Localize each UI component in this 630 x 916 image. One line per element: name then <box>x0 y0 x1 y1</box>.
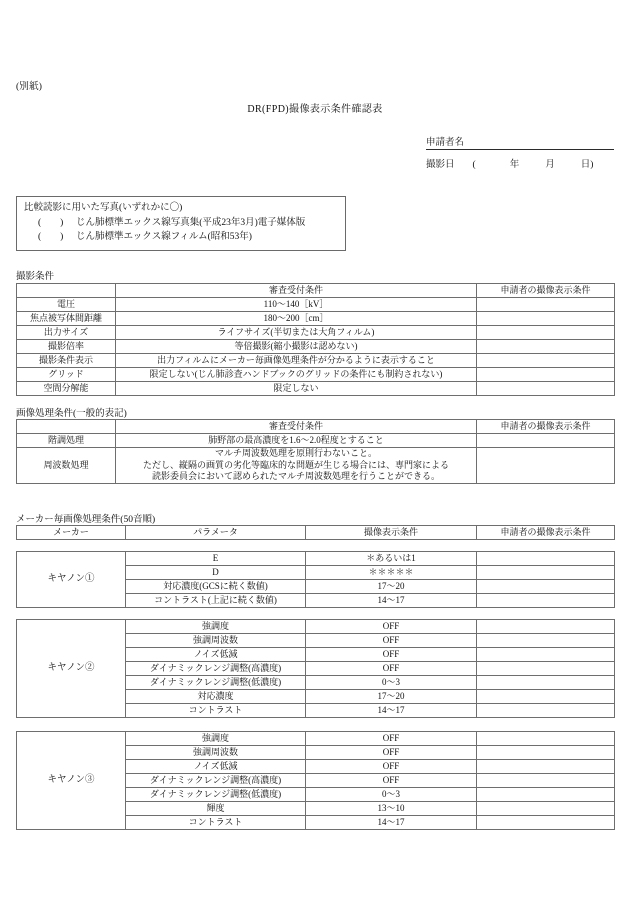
table-row <box>17 434 615 448</box>
applicant-input-cell[interactable] <box>477 802 615 816</box>
table-row <box>17 312 615 326</box>
table-header-row <box>17 284 615 298</box>
column-header-applicant-condition: 申請者の撮像表示条件 <box>477 420 615 434</box>
row-label: 周波数処理 <box>17 448 116 484</box>
manufacturer-table-canon-1 <box>16 551 615 608</box>
row-value: 限定しない(じん肺診査ハンドブックのグリッドの条件にも制約されない) <box>116 368 477 382</box>
column-header-applicant-condition: 申請者の撮像表示条件 <box>477 284 615 298</box>
parameter-value: OFF <box>306 662 477 676</box>
parameter-value: 17～20 <box>306 580 477 594</box>
shooting-conditions-table <box>16 283 615 396</box>
date-year-unit: 年 <box>509 160 520 170</box>
comparison-option-1-checkbox[interactable]: ( ) <box>38 217 64 228</box>
manufacturer-table-canon-2 <box>16 619 615 718</box>
manufacturer-section-heading: メーカー毎画像処理条件(50音順) <box>16 515 156 525</box>
row-value-line: ただし、縦隔の画質の劣化等臨床的な問題が生じる場合には、専門家による <box>142 459 449 470</box>
parameter-value: 14～17 <box>306 704 477 718</box>
row-value: ライフサイズ(半切または大角フィルム) <box>116 326 477 340</box>
parameter-name: ノイズ低減 <box>126 648 306 662</box>
parameter-name: 強調周波数 <box>126 746 306 760</box>
row-label: 階調処理 <box>17 434 116 448</box>
date-month-unit: 月 <box>545 160 555 170</box>
row-label: 焦点被写体間距離 <box>17 312 116 326</box>
column-header-review-condition: 審査受付条件 <box>116 420 477 434</box>
comparison-photo-box <box>16 196 346 251</box>
applicant-input-cell[interactable] <box>477 594 615 608</box>
row-label: グリッド <box>17 368 116 382</box>
parameter-value: 17～20 <box>306 690 477 704</box>
table-header-row <box>17 420 615 434</box>
applicant-input-cell[interactable] <box>477 704 615 718</box>
comparison-option-2-label: じん肺標準エックス線フィルム(昭和53年) <box>76 231 252 242</box>
parameter-name: D <box>126 566 306 580</box>
applicant-input-cell[interactable] <box>477 312 615 326</box>
table-row <box>17 732 615 746</box>
applicant-input-cell[interactable] <box>477 732 615 746</box>
parameter-value: OFF <box>306 648 477 662</box>
comparison-option-2-checkbox[interactable]: ( ) <box>38 231 64 242</box>
table-row <box>17 326 615 340</box>
column-header-parameter: パラメータ <box>126 526 306 540</box>
parameter-name: 対応濃度(GCSに続く数値) <box>126 580 306 594</box>
parameter-name: コントラスト(上記に続く数値) <box>126 594 306 608</box>
applicant-input-cell[interactable] <box>477 816 615 830</box>
page-title: DR(FPD)撮像表示条件確認表 <box>247 104 383 115</box>
parameter-name: コントラスト <box>126 704 306 718</box>
table-row <box>17 382 615 396</box>
table-header-row <box>17 526 615 540</box>
row-value <box>116 448 477 484</box>
parameter-name: 強調度 <box>126 732 306 746</box>
applicant-input-cell[interactable] <box>477 580 615 594</box>
parameter-value: 13～10 <box>306 802 477 816</box>
maker-name: キヤノン③ <box>17 732 126 830</box>
column-header-blank <box>17 284 116 298</box>
parameter-name: ダイナミックレンジ調整(高濃度) <box>126 662 306 676</box>
maker-name: キヤノン① <box>17 552 126 608</box>
table-row <box>17 354 615 368</box>
row-value-line: 読影委員会において認められたマルチ周波数処理を行うことができる。 <box>151 471 440 482</box>
applicant-name-field[interactable] <box>426 134 614 150</box>
row-label: 出力サイズ <box>17 326 116 340</box>
parameter-name: ダイナミックレンジ調整(低濃度) <box>126 788 306 802</box>
row-value: 180～200［cm］ <box>116 312 477 326</box>
parameter-value: OFF <box>306 760 477 774</box>
applicant-input-cell[interactable] <box>477 566 615 580</box>
row-value: 110～140［kV］ <box>116 298 477 312</box>
applicant-input-cell[interactable] <box>477 774 615 788</box>
applicant-input-cell[interactable] <box>477 326 615 340</box>
parameter-value: OFF <box>306 620 477 634</box>
applicant-input-cell[interactable] <box>477 354 615 368</box>
row-value: 出力フィルムにメーカー毎画像処理条件が分かるように表示すること <box>116 354 477 368</box>
column-header-imaging-condition: 撮像表示条件 <box>306 526 477 540</box>
table-row <box>17 368 615 382</box>
column-header-blank <box>17 420 116 434</box>
table-row <box>17 552 615 566</box>
applicant-input-cell[interactable] <box>477 662 615 676</box>
parameter-name: ダイナミックレンジ調整(低濃度) <box>126 676 306 690</box>
parameter-value: 14～17 <box>306 816 477 830</box>
applicant-input-cell[interactable] <box>477 620 615 634</box>
applicant-input-cell[interactable] <box>477 648 615 662</box>
applicant-input-cell[interactable] <box>477 382 615 396</box>
parameter-value: 0～3 <box>306 676 477 690</box>
image-processing-heading: 画像処理条件(一般的表記) <box>16 409 127 419</box>
applicant-input-cell[interactable] <box>477 676 615 690</box>
comparison-photo-title: 比較読影に用いた写真(いずれかに〇) <box>24 203 183 213</box>
parameter-value: OFF <box>306 634 477 648</box>
table-row <box>17 298 615 312</box>
parameter-name: E <box>126 552 306 566</box>
parameter-value: 14～17 <box>306 594 477 608</box>
parameter-name: ダイナミックレンジ調整(高濃度) <box>126 774 306 788</box>
applicant-input-cell[interactable] <box>477 788 615 802</box>
table-row <box>17 620 615 634</box>
manufacturer-table-canon-3 <box>16 731 615 830</box>
comparison-option-1[interactable] <box>24 217 338 231</box>
applicant-input-cell[interactable] <box>477 746 615 760</box>
parameter-value: OFF <box>306 774 477 788</box>
row-value: 等倍撮影(縮小撮影は認めない) <box>116 340 477 354</box>
row-value: 肺野部の最高濃度を1.6～2.0程度とすること <box>116 434 477 448</box>
column-header-maker: メーカー <box>17 526 126 540</box>
parameter-name: 強調度 <box>126 620 306 634</box>
date-paren-open: ( <box>472 160 476 170</box>
applicant-block <box>426 134 614 170</box>
parameter-value: OFF <box>306 746 477 760</box>
applicant-input-cell[interactable] <box>477 760 615 774</box>
applicant-input-cell[interactable] <box>477 434 615 448</box>
parameter-value: 0～3 <box>306 788 477 802</box>
applicant-input-cell[interactable] <box>477 298 615 312</box>
maker-name: キヤノン② <box>17 620 126 718</box>
parameter-value: OFF <box>306 732 477 746</box>
row-label: 撮影倍率 <box>17 340 116 354</box>
applicant-name-label: 申請者名 <box>426 138 465 148</box>
column-header-applicant-condition: 申請者の撮像表示条件 <box>477 526 615 540</box>
shooting-date-field[interactable] <box>426 156 614 170</box>
row-label: 撮影条件表示 <box>17 354 116 368</box>
parameter-value: ＊あるいは1 <box>306 552 477 566</box>
manufacturer-column-header-table <box>16 525 615 540</box>
row-value-line: マルチ周波数処理を原則行わないこと。 <box>214 448 377 458</box>
applicant-input-cell[interactable] <box>477 552 615 566</box>
parameter-value: ＊＊＊＊＊ <box>306 566 477 580</box>
applicant-input-cell[interactable] <box>477 368 615 382</box>
column-header-review-condition: 審査受付条件 <box>116 284 477 298</box>
parameter-name: 対応濃度 <box>126 690 306 704</box>
parameter-name: 強調周波数 <box>126 634 306 648</box>
parameter-name: コントラスト <box>126 816 306 830</box>
image-processing-table <box>16 419 615 484</box>
parameter-name: 輝度 <box>126 802 306 816</box>
shooting-date-label: 撮影日 <box>426 160 455 170</box>
shooting-conditions-heading: 撮影条件 <box>16 272 55 282</box>
attachment-label: (別紙) <box>16 82 43 92</box>
row-label: 電圧 <box>17 298 116 312</box>
applicant-input-cell[interactable] <box>477 448 615 484</box>
row-value: 限定しない <box>116 382 477 396</box>
applicant-input-cell[interactable] <box>477 340 615 354</box>
applicant-input-cell[interactable] <box>477 690 615 704</box>
table-row <box>17 448 615 484</box>
comparison-option-1-label: じん肺標準エックス線写真集(平成23年3月)電子媒体版 <box>76 217 306 228</box>
table-row <box>17 340 615 354</box>
row-label: 空間分解能 <box>17 382 116 396</box>
date-day-unit: 日) <box>580 160 594 170</box>
comparison-option-2[interactable] <box>24 231 338 245</box>
parameter-name: ノイズ低減 <box>126 760 306 774</box>
applicant-input-cell[interactable] <box>477 634 615 648</box>
